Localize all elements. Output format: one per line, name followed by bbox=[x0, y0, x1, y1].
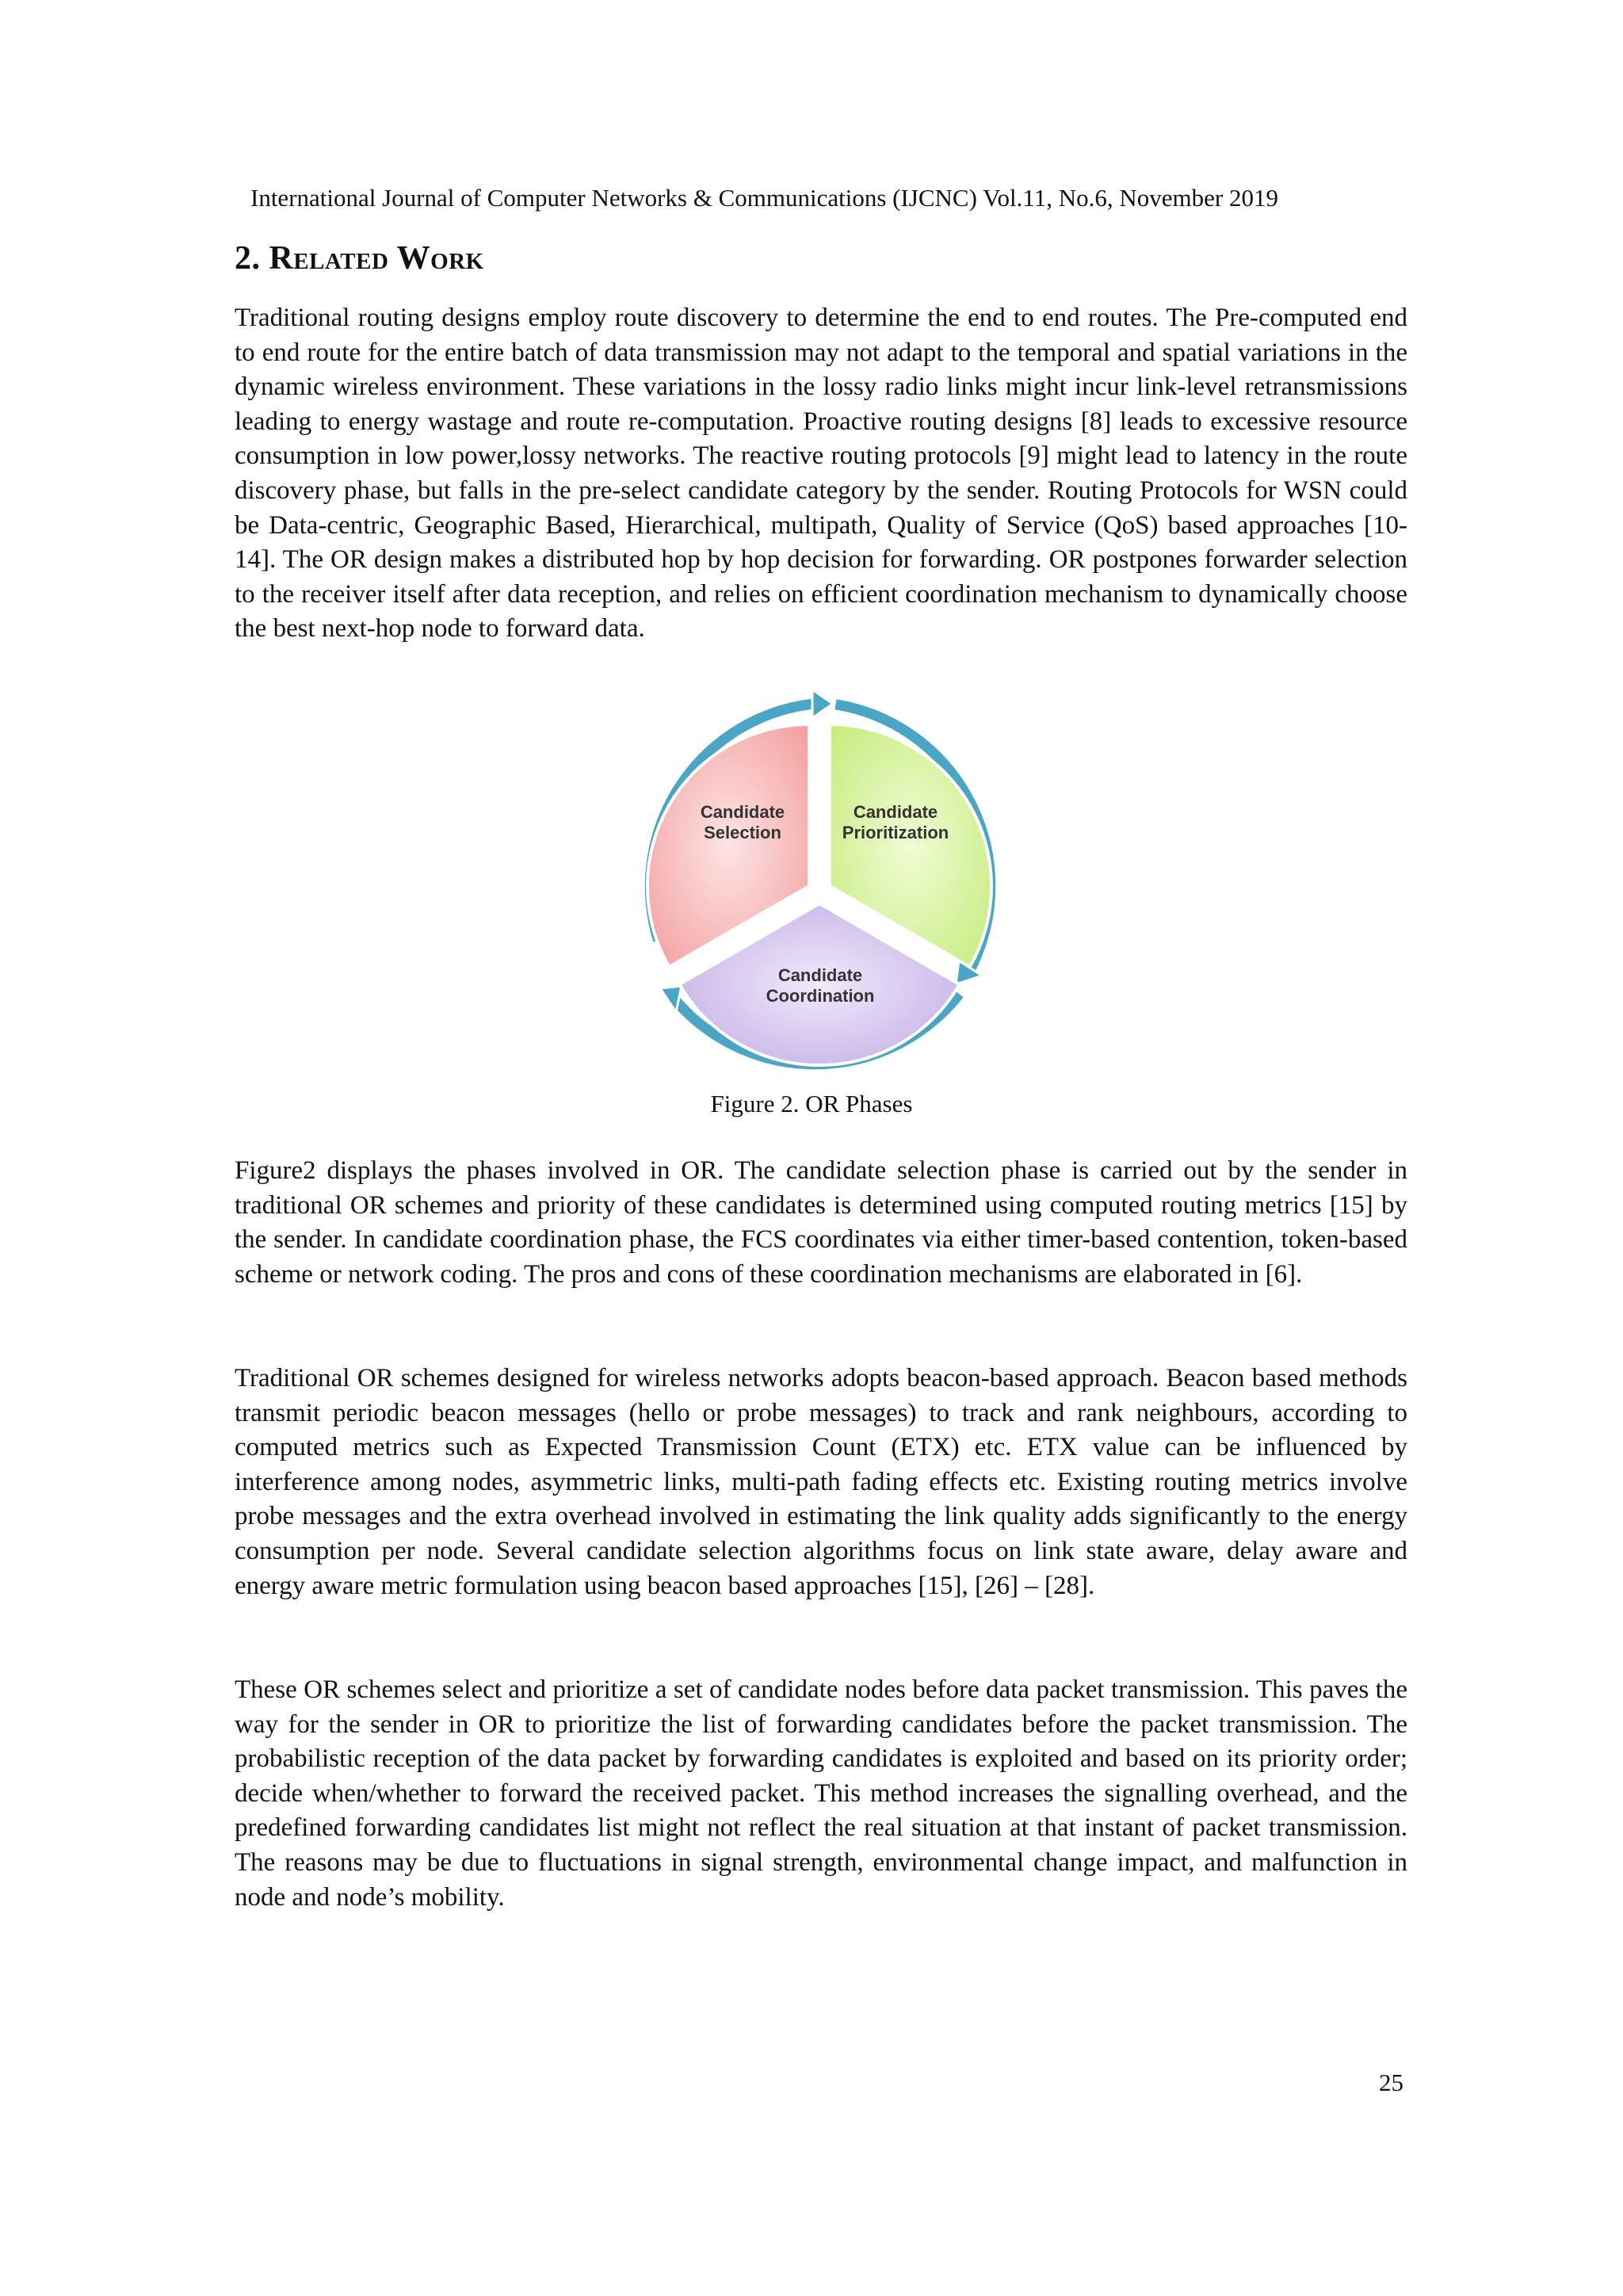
label-selection-line1: Candidate bbox=[700, 802, 785, 822]
figure-caption: Figure 2. OR Phases bbox=[710, 1090, 913, 1117]
label-coordination-line1: Candidate bbox=[777, 965, 863, 985]
label-prioritization-line1: Candidate bbox=[853, 802, 938, 822]
paragraph-1: Traditional routing designs employ route discovery to determine the end to end routes. The Pre-computed end to end route for the entire batch of data transmission may not adapt to the temporal and spatial variations in the dynamic wireless environment. These variations in the lossy radio links might incur link-level retransmissions leading to energy wastage and route re-computation. Proactive routing designs [8] leads to excessive resource consumption in low power,lossy networks. The reactive routing protocols [9] might lead to latency in the route discovery phase, but falls in the pre-select candidate category by the sender. Routing Protocols for WSN could be Data-centric, Geographic Based, Hierarchical, multipath, Quality of Service (QoS) based approaches [10-14]. The OR design makes a distributed hop by hop decision for forwarding. OR postpones forwarder selection to the receiver itself after data reception, and relies on efficient coordination mechanism to dynamically choose the best next-hop node to forward data. bbox=[235, 304, 1407, 644]
running-header: International Journal of Computer Networks & Communications (IJCNC) Vol.11, No.6, November 2019 bbox=[250, 184, 1278, 212]
paragraph-4: These OR schemes select and prioritize a set of candidate nodes before data packet transmission. This paves the way for the sender in OR to prioritize the list of forwarding candidates before the packet transmission. The probabilistic reception of the data packet by forwarding candidates is exploited and based on its priority order; decide when/whether to forward the received packet. This method increases the signalling overhead, and the predefined forwarding candidates list might not reflect the real situation at that instant of packet transmission. The reasons may be due to fluctuations in signal strength, environmental change impact, and malfunction in node and node’s mobility. bbox=[235, 1675, 1407, 1912]
or-phases-figure bbox=[622, 688, 1018, 1084]
label-coordination-line2: Coordination bbox=[766, 986, 875, 1006]
or-phases-diagram bbox=[622, 688, 1018, 1084]
paragraph-2: Figure2 displays the phases involved in OR. The candidate selection phase is carried out by the sender in traditional OR schemes and priority of these candidates is determined using computed routing metrics [15] by the sender. In candidate coordination phase, the FCS coordinates via either timer-based contention, token-based scheme or network coding. The pros and cons of these coordination mechanisms are elaborated in [6]. bbox=[235, 1156, 1407, 1289]
section-heading: 2. Related Work bbox=[235, 240, 484, 277]
page-number: 25 bbox=[1379, 2069, 1403, 2096]
label-prioritization-line2: Prioritization bbox=[842, 823, 949, 842]
label-selection-line2: Selection bbox=[704, 823, 781, 842]
arrowhead-top bbox=[812, 690, 833, 718]
paragraph-3: Traditional OR schemes designed for wireless networks adopts beacon-based approach. Beacon based methods transmit periodic beacon messages (hello or probe messages) to track and rank neighbours, according to computed metrics such as Expected Transmission Count (ETX) etc. ETX value can be influenced by interference among nodes, asymmetric links, multi-path fading effects etc. Existing routing metrics involve probe messages and the extra overhead involved in estimating the link quality adds significantly to the energy consumption per node. Several candidate selection algorithms focus on link state aware, delay aware and energy aware metric formulation using beacon based approaches [15], [26] – [28]. bbox=[235, 1364, 1407, 1600]
